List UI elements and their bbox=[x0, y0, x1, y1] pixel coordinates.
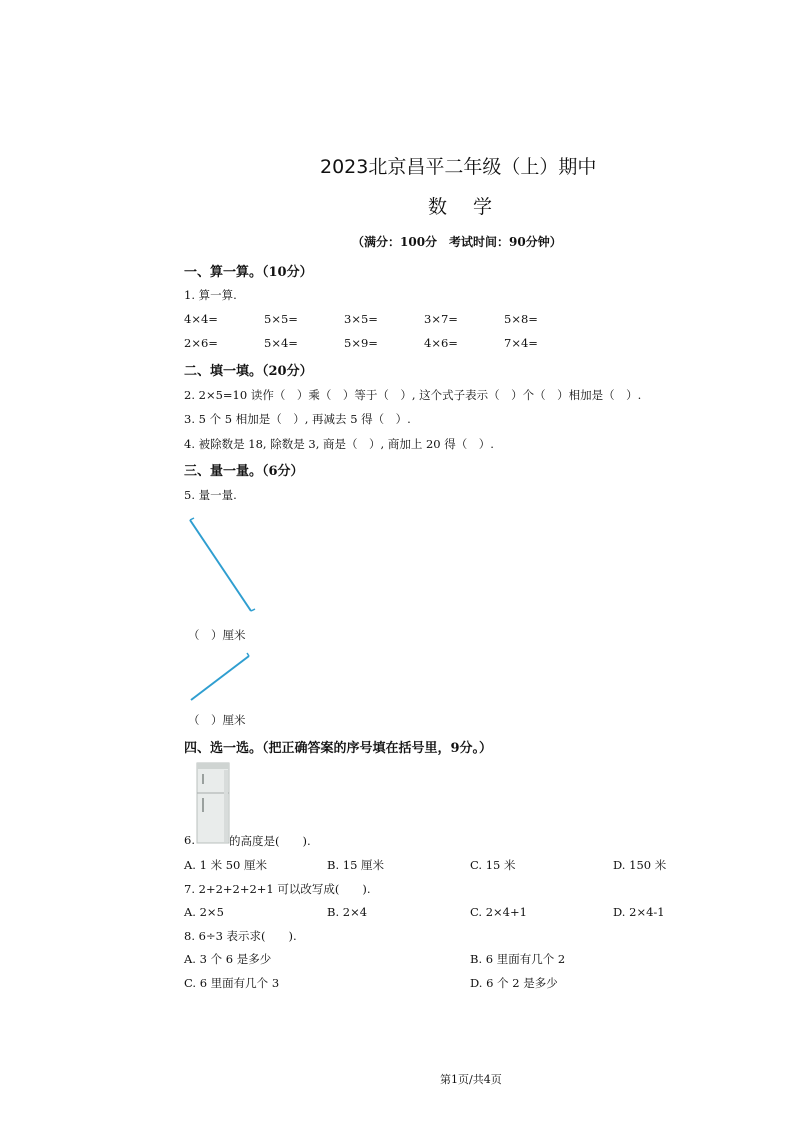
question-6-stem: 的高度是( ). bbox=[229, 834, 311, 848]
refrigerator-icon bbox=[196, 762, 230, 844]
question-5-blank-1: （ ）厘米 bbox=[188, 628, 246, 642]
calc-item: 5×5= bbox=[264, 312, 298, 326]
calc-item: 3×5= bbox=[344, 312, 378, 326]
question-6-option-c: C. 15 米 bbox=[470, 858, 516, 872]
calc-item: 4×4= bbox=[184, 312, 218, 326]
question-8-stem: 8. 6÷3 表示求( ). bbox=[184, 929, 297, 943]
calc-item: 7×4= bbox=[504, 336, 538, 350]
question-3: 3. 5 个 5 相加是（ ）, 再减去 5 得（ ）. bbox=[184, 412, 411, 426]
measure-segment-2 bbox=[185, 650, 260, 705]
question-6-option-b: B. 15 厘米 bbox=[327, 858, 385, 872]
question-1-stem: 1. 算一算. bbox=[184, 288, 237, 302]
section-3-heading: 三、量一量。（6分） bbox=[184, 464, 304, 479]
question-8-option-c: C. 6 里面有几个 3 bbox=[184, 976, 280, 990]
question-6-option-d: D. 150 米 bbox=[613, 858, 667, 872]
question-7-stem: 7. 2+2+2+2+1 可以改写成( ). bbox=[184, 882, 371, 896]
question-7-option-b: B. 2×4 bbox=[327, 905, 368, 919]
question-8-option-d: D. 6 个 2 是多少 bbox=[470, 976, 558, 990]
page-number: 第1页/共4页 bbox=[440, 1073, 502, 1086]
question-8-option-a: A. 3 个 6 是多少 bbox=[184, 952, 272, 966]
measure-segment-1 bbox=[185, 515, 260, 615]
section-4-heading: 四、选一选。（把正确答案的序号填在括号里，9分。） bbox=[184, 741, 493, 756]
question-6-prefix: 6. bbox=[184, 833, 195, 847]
question-4: 4. 被除数是 18, 除数是 3, 商是（ ）, 商加上 20 得（ ）. bbox=[184, 437, 494, 451]
page-title: 2023北京昌平二年级（上）期中 bbox=[320, 156, 597, 178]
exam-meta: （满分：100分 考试时间：90分钟） bbox=[352, 235, 562, 249]
section-2-heading: 二、填一填。（20分） bbox=[184, 364, 313, 379]
calc-item: 5×9= bbox=[344, 336, 378, 350]
calc-item: 3×7= bbox=[424, 312, 458, 326]
calc-item: 4×6= bbox=[424, 336, 458, 350]
question-7-option-d: D. 2×4-1 bbox=[613, 905, 665, 919]
calc-item: 2×6= bbox=[184, 336, 218, 350]
calc-item: 5×4= bbox=[264, 336, 298, 350]
question-7-option-a: A. 2×5 bbox=[184, 905, 224, 919]
question-6-option-a: A. 1 米 50 厘米 bbox=[184, 858, 268, 872]
subject-title: 数学 bbox=[428, 196, 519, 218]
calc-item: 5×8= bbox=[504, 312, 538, 326]
question-5-stem: 5. 量一量. bbox=[184, 488, 237, 502]
question-5-blank-2: （ ）厘米 bbox=[188, 713, 246, 727]
question-8-option-b: B. 6 里面有几个 2 bbox=[470, 952, 566, 966]
section-1-heading: 一、算一算。（10分） bbox=[184, 265, 313, 280]
question-7-option-c: C. 2×4+1 bbox=[470, 905, 527, 919]
question-2: 2. 2×5=10 读作（ ）乘（ ）等于（ ）, 这个式子表示（ ）个（ ）相加是（ ）. bbox=[184, 388, 642, 402]
